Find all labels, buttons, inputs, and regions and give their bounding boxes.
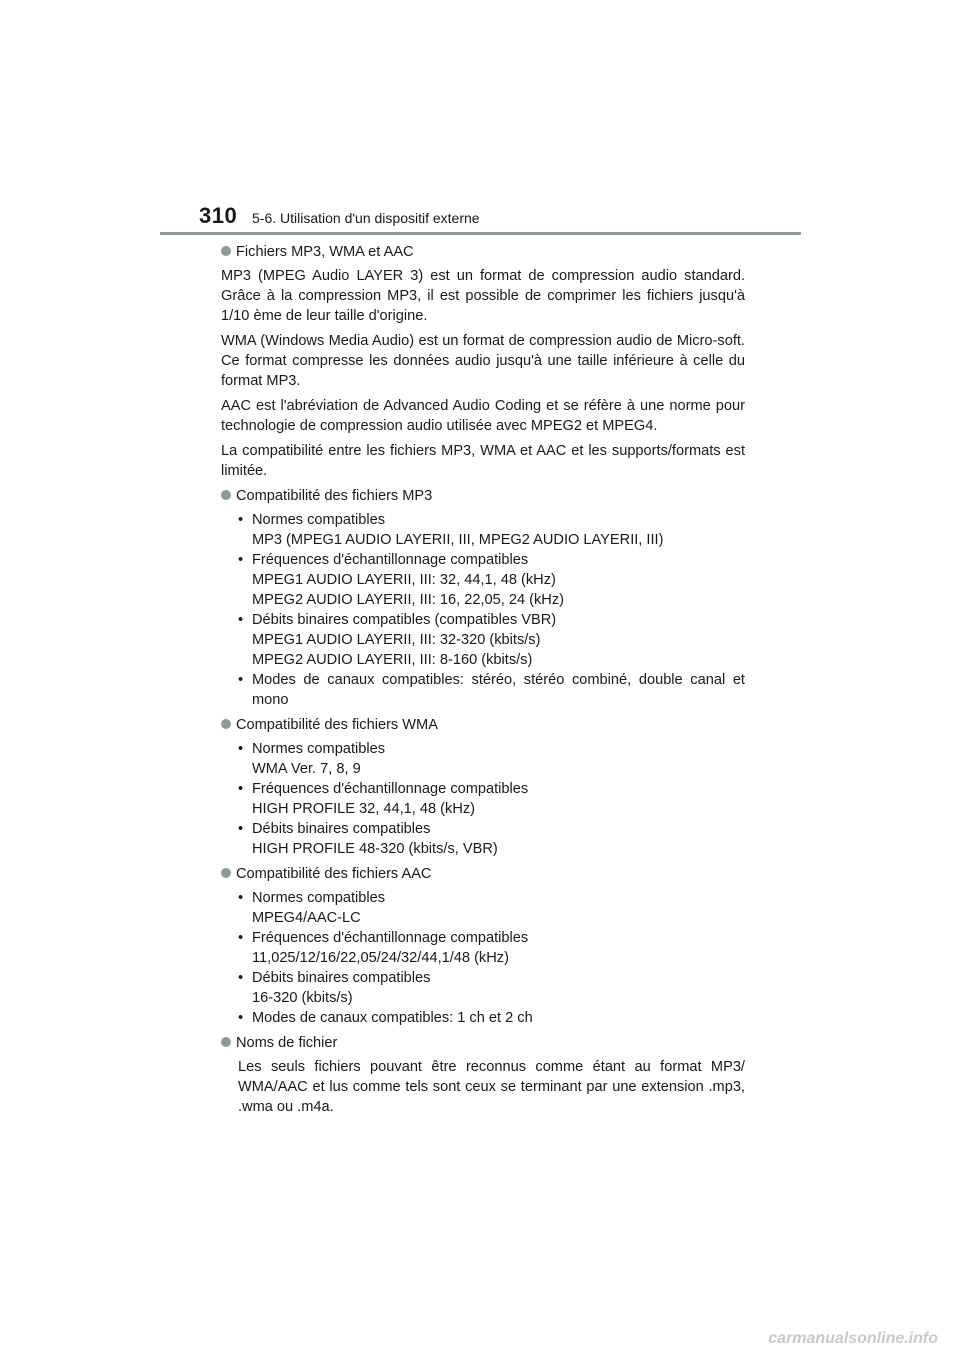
- heading-text: Compatibilité des fichiers MP3: [236, 488, 433, 504]
- paragraph: WMA (Windows Media Audio) est un format de compression audio de Micro-soft. Ce format compresse les données audio jusqu'à une taille inférieure à celle du format MP3.: [221, 333, 745, 389]
- item-label: Débits binaires compatibles: [252, 821, 431, 837]
- page-content: [221, 242, 745, 1122]
- item-detail: MPEG2 AUDIO LAYERII, III: 8-160 (kbits/s): [252, 652, 533, 668]
- item-detail: MPEG2 AUDIO LAYERII, III: 16, 22,05, 24 (kHz): [252, 592, 564, 608]
- bullet-mark: •: [238, 890, 244, 906]
- list-item: [238, 928, 745, 968]
- list: [221, 510, 745, 710]
- item-label: Modes de canaux compatibles: 1 ch et 2 ch: [252, 1010, 533, 1026]
- round-bullet-icon: [221, 246, 231, 256]
- item-label: Fréquences d'échantillonnage compatibles: [252, 930, 529, 946]
- list-item: [238, 779, 745, 819]
- bullet-heading: [221, 1033, 745, 1053]
- item-detail: MPEG4/AAC-LC: [252, 910, 361, 926]
- paragraph: La compatibilité entre les fichiers MP3, WMA et AAC et les supports/formats est limitée.: [221, 443, 745, 479]
- round-bullet-icon: [221, 868, 231, 878]
- round-bullet-icon: [221, 1037, 231, 1047]
- item-label: Débits binaires compatibles: [252, 970, 431, 986]
- item-label: Normes compatibles: [252, 512, 386, 528]
- paragraph: AAC est l'abréviation de Advanced Audio Coding et se réfère à une norme pour technologie de compression audio utilisée avec MPEG2 et MPEG4.: [221, 398, 745, 434]
- bullet-mark: •: [238, 512, 244, 528]
- bullet-mark: •: [238, 741, 244, 757]
- item-detail: HIGH PROFILE 48-320 (kbits/s, VBR): [252, 841, 498, 857]
- paragraph: Les seuls fichiers pouvant être reconnus comme étant au format MP3/ WMA/AAC et lus comme tels sont ceux se terminant par une extension .mp3, .wma ou .m4a.: [238, 1059, 745, 1115]
- item-detail: 16-320 (kbits/s): [252, 990, 353, 1006]
- watermark[interactable]: carmanualsonline.info: [768, 1330, 938, 1347]
- item-label: Modes de canaux compatibles: stéréo, stéréo combiné, double canal et mono: [252, 672, 745, 708]
- heading-text: Noms de fichier: [236, 1035, 338, 1051]
- bullet-mark: •: [238, 1010, 244, 1026]
- list: [221, 888, 745, 1028]
- round-bullet-icon: [221, 490, 231, 500]
- heading-text: Fichiers MP3, WMA et AAC: [236, 244, 414, 260]
- section-title: 5-6. Utilisation d'un dispositif externe: [252, 210, 480, 226]
- list-item: [238, 510, 745, 550]
- item-label: Normes compatibles: [252, 741, 386, 757]
- paragraph: MP3 (MPEG Audio LAYER 3) est un format de compression audio standard. Grâce à la compression MP3, il est possible de comprimer les fichiers jusqu'à 1/10 ème de leur taille d'origine.: [221, 268, 745, 324]
- heading-text: Compatibilité des fichiers WMA: [236, 717, 438, 733]
- list-item: [238, 1008, 745, 1028]
- item-detail: MPEG1 AUDIO LAYERII, III: 32-320 (kbits/s): [252, 632, 541, 648]
- heading-text: Compatibilité des fichiers AAC: [236, 866, 432, 882]
- item-detail: WMA Ver. 7, 8, 9: [252, 761, 361, 777]
- item-label: Débits binaires compatibles (compatibles VBR): [252, 612, 557, 628]
- bullet-mark: •: [238, 612, 244, 628]
- list-item: [238, 739, 745, 779]
- bullet-mark: •: [238, 821, 244, 837]
- round-bullet-icon: [221, 719, 231, 729]
- item-detail: MPEG1 AUDIO LAYERII, III: 32, 44,1, 48 (kHz): [252, 572, 556, 588]
- bullet-mark: •: [238, 970, 244, 986]
- list-item: [238, 610, 745, 670]
- bullet-heading: [221, 486, 745, 506]
- item-detail: HIGH PROFILE 32, 44,1, 48 (kHz): [252, 801, 476, 817]
- header-rule: [160, 232, 801, 235]
- list-item: [238, 670, 745, 710]
- bullet-heading: [221, 242, 745, 262]
- list-item: [238, 968, 745, 1008]
- list-item: [238, 550, 745, 610]
- list: [221, 739, 745, 859]
- bullet-mark: •: [238, 672, 244, 688]
- bullet-heading: [221, 864, 745, 884]
- item-label: Fréquences d'échantillonnage compatibles: [252, 781, 529, 797]
- bullet-heading: [221, 715, 745, 735]
- bullet-mark: •: [238, 552, 244, 568]
- bullet-mark: •: [238, 781, 244, 797]
- item-detail: 11,025/12/16/22,05/24/32/44,1/48 (kHz): [252, 950, 509, 966]
- list-item: [238, 819, 745, 859]
- page-number: 310: [199, 203, 238, 228]
- item-label: Fréquences d'échantillonnage compatibles: [252, 552, 529, 568]
- item-label: Normes compatibles: [252, 890, 386, 906]
- list-item: [238, 888, 745, 928]
- bullet-mark: •: [238, 930, 244, 946]
- item-detail: MP3 (MPEG1 AUDIO LAYERII, III, MPEG2 AUDIO LAYERII, III): [252, 532, 664, 548]
